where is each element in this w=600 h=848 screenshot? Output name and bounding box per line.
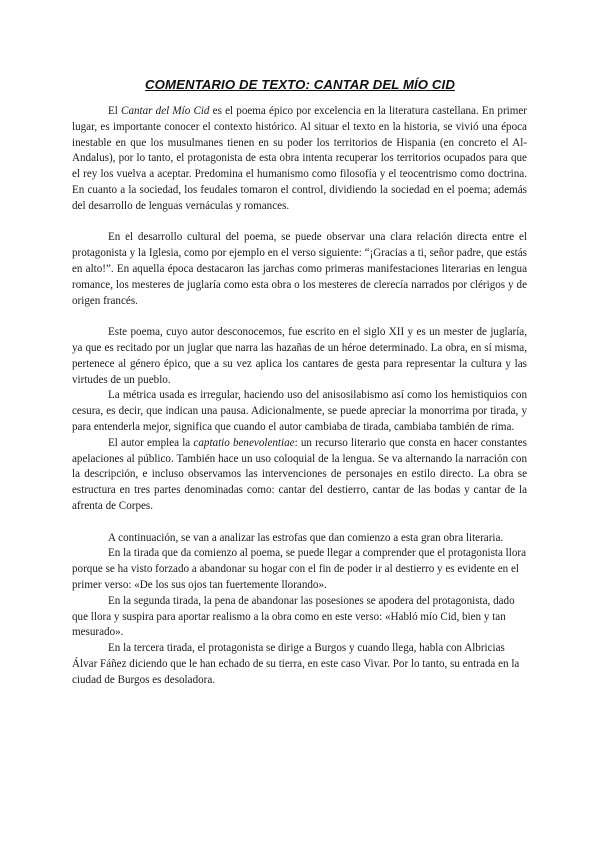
paragraph-metrics: La métrica usada es irregular, haciendo uso del anisosilabismo así como los hemistiquios con cesura, es decir, que indican una pausa. Adicionalmente, se puede apreciar la monorrima por tirada, y para entenderla mejor, significa que cuando el autor cambiaba de tirada, cambiaba también de rima. — [72, 389, 527, 433]
latin-term: captatio benevolentiae — [193, 436, 295, 449]
paragraph-first-tirada: En la tirada que da comienzo al poema, se puede llegar a comprender que el protagonista llora porque se ha visto forzado a abandonar su hogar con el fin de poder ir al destierro y es evidente en el primer verso: «De los sus ojos tan fuertemente llorando». — [72, 547, 526, 591]
work-title: Cantar del Mío Cid — [121, 105, 210, 117]
document-body — [72, 104, 527, 688]
paragraph-cultural-context: En el desarrollo cultural del poema, se puede observar una clara relación directa entre el protagonista y la Iglesia, como por ejemplo en el verso siguiente: “¡Gracias a ti, señor padre, que estás en alto!”. En aquella época destacaron las jarchas como primeras manifestaciones literarias en lengua romance, los mesteres de juglaría como esta obra o los mesteres de clerecía narrados por clérigos y de origen francés. — [72, 231, 527, 307]
paragraph-text: El autor emplea la — [108, 436, 194, 449]
paragraph-text: : un recurso literario que consta en hacer constantes apelaciones al público. También hace un uso coloquial de la lengua. Se va alternando la narración con la descripción, e incluso observamos las intervenciones de personajes en estilo directo. La obra se estructura en tres partes denominadas como: cantar del destierro, cantar de las bodas y cantar de la afrenta de Corpes. — [72, 436, 527, 512]
paragraph-author-genre: Este poema, cuyo autor desconocemos, fue escrito en el siglo XII y es un mester de juglaría, ya que es recitado por un juglar que narra las hazañas de un héroe determinado. La obra, en sí misma, pertenece al género épico, que a su vez aplica los cantares de gesta para representar la cultura y las virtudes de un pueblo. — [72, 326, 527, 386]
paragraph-intro — [72, 104, 527, 215]
document-title: COMENTARIO DE TEXTO: CANTAR DEL MÍO CID — [145, 77, 455, 92]
paragraph-second-tirada: En la segunda tirada, la pena de abandonar las posesiones se apodera del protagonista, dado que llora y suspira para aportar realismo a la obra como en este verso: «Habló mío Cid, bien y tan mesurado». — [72, 594, 515, 639]
paragraph-analysis-intro: A continuación, se van a analizar las estrofas que dan comienzo a esta gran obra literaria. — [108, 531, 504, 544]
paragraph-text: El — [108, 105, 122, 117]
paragraph-text: es el poema épico por excelencia en la literatura castellana. En primer lugar, es importante conocer el contexto histórico. Al situar el texto en la historia, se vivió una época inestable en que los musulmanes tienen en su poder los territorios de Hispania (en concreto el Al-Andalus), por lo tanto, el protagonista de esta obra intenta recuperar los territorios ocupados para que el rey los vuelva a aceptar. Predomina el humanismo como filosofía y el teocentrismo como doctrina. En cuanto a la sociedad, los feudales tomaron el control, dividiendo la sociedad en el poema; además del desarrollo de lenguas vernáculas y romances. — [72, 105, 527, 212]
paragraph-third-tirada: En la tercera tirada, el protagonista se dirige a Burgos y cuando llega, habla con Albricias Álvar Fáñez diciendo que le han echado de su tierra, en este caso Vivar. Por lo tanto, su entrada en la ciudad de Burgos es desoladora. — [72, 642, 520, 686]
paragraph-captatio — [72, 436, 527, 515]
